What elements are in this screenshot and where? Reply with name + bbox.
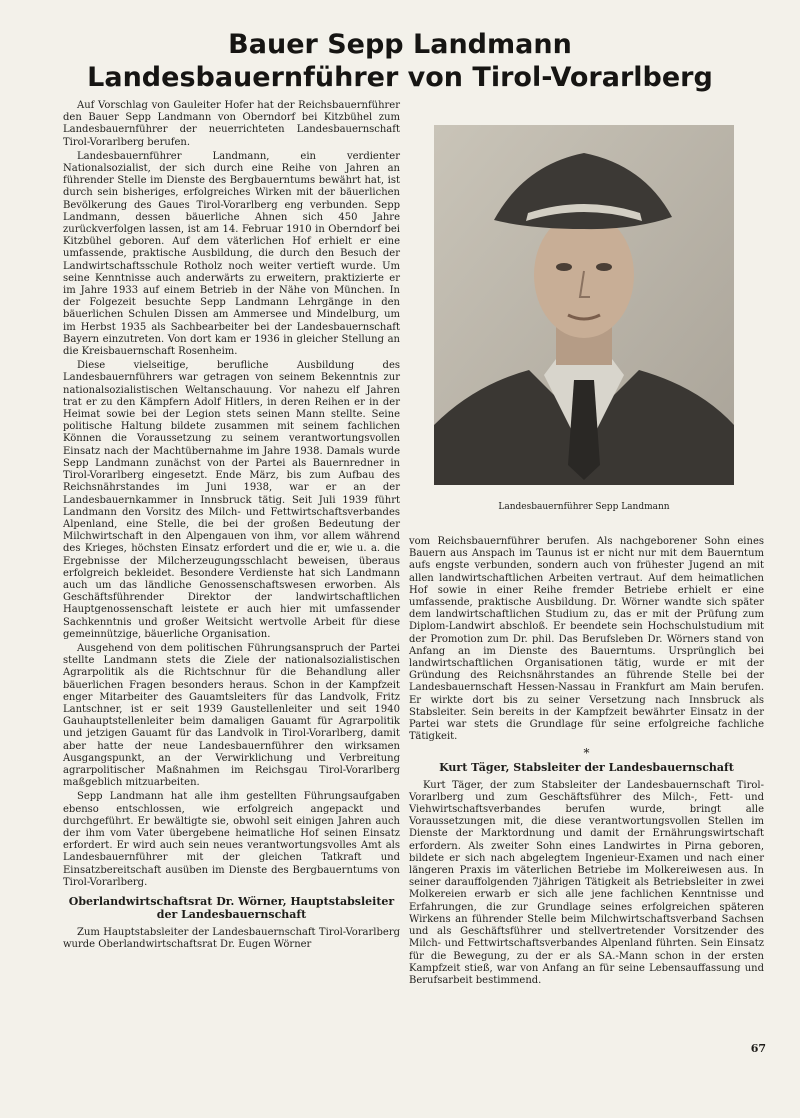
left-column (63, 100, 400, 953)
portrait-image (434, 125, 734, 485)
article-title-line2: Landesbauernführer von Tirol-Vorarlberg (87, 62, 713, 93)
paragraph: Sepp Landmann hat alle ihm gestellten Führungsaufgaben ebenso entschlossen, wie erfolgreich angepackt und durchgeführt. Er bewältigte sie, obwohl seit einigen Jahren auch der ihm vom Vater übergebene heimatliche Hof seinen Einsatz erfordert. Er wird auch sein neues verantwortungsvolles Amt als Landesbauernführer mit der gleichen Tatkraft und Einsatzbereitschaft ausüben im Dienste des Bergbauerntums von Tirol-Vorarlberg. (63, 791, 400, 888)
paragraph: Ausgehend von dem politischen Führungsanspruch der Partei stellte Landmann stets die Ziele der nationalsozialistischen Agrarpolitik als die Richtschnur für die Behandlung aller bäuerlichen Fragen besonders heraus. Schon in der Kampfzeit enger Mitarbeiter des Gauamtsleiters für das Landvolk, Fritz Lantschner, ist er seit 1939 Gaustellenleiter und seit 1940 Gauhauptstellenleiter beim damaligen Gauamt für Agrarpolitik und jetzigen Gauamt für das Landvolk in Tirol-Vorarlberg, damit aber hatte der neue Landesbauernführer den wirksamen Ausgangspunkt, an der Verwirklichung und Verbreitung agrarpolitischer Maßnahmen im Reichsgau Tirol-Vorarlberg maßgeblich mitzuarbeiten. (63, 642, 400, 789)
right-column (409, 536, 764, 989)
paragraph: Kurt Täger, der zum Stabsleiter der Landesbauernschaft Tirol-Vorarlberg und zum Geschäftsführer des Milch-, Fett- und Viehwirtschaftsverbandes berufen wurde, bringt alle Voraussetzungen mit, die diese verantwortungsvollen Stellen im Dienste der Marktordnung und damit der Ernährungswirtschaft erfordern. Als zweiter Sohn eines Landwirtes in Pirna geboren, bildete er sich nach abgelegtem Ingenieur-Examen und nach einer längeren Praxis im väterlichen Betriebe im Molkereiwesen aus. In seiner darauffolgenden 7jährigen Tätigkeit als Betriebsleiter in zwei Molkereien erwarb er sich alle jene fachlichen Kenntnisse und Erfahrungen, die zur Grundlage seines erfolgreichen späteren Wirkens an führender Stelle beim Milchwirtschaftsverband Sachsen und als Geschäftsführer und stellvertretender Vorsitzender des Milch- und Fettwirtschaftsverbandes Alpenland führten. Sein Einsatz für die Bewegung, zu der er als SA.-Mann schon in der ersten Kampfzeit stieß, war von Anfang an für seine Lebensauffassung und Berufsarbeit bestimmend. (409, 779, 764, 986)
article-title-line1: Bauer Sepp Landmann (228, 29, 572, 60)
section-heading: Oberlandwirtschaftsrat Dr. Wörner, Hauptstabsleiter der Landesbauernschaft (68, 895, 395, 921)
photo-caption: Landesbauernführer Sepp Landmann (498, 502, 670, 512)
portrait-photo (434, 125, 734, 485)
paragraph: Landesbauernführer Landmann, ein verdienter Nationalsozialist, der sich durch eine Reihe von Jahren an führender Stelle im Dienste des Bergbauerntums bewährt hat, ist durch sein bisheriges, erfolgreiches Wirken mit der bäuerlichen Bevölkerung des Gaues Tirol-Vorarlberg eng verbunden. Sepp Landmann, dessen bäuerliche Ahnen sich 450 Jahre zurückverfolgen lassen, ist am 14. Februar 1910 in Oberndorf bei Kitzbühel geboren. Auf dem väterlichen Hof erhielt er eine umfassende, praktische Ausbildung, die durch den Besuch der Landwirtschaftsschule Rotholz noch weiter vertieft wurde. Um seine Kenntnisse auch anderwärts zu erweitern, praktizierte er im Jahre 1933 auf einem Betrieb in der Nähe von München. In der Folgezeit besuchte Sepp Landmann Lehrgänge in den bäuerlichen Schulen Dissen am Ammersee und Mindelburg, um im Herbst 1935 als Sachbearbeiter bei der Landesbauernschaft Bayern einzutreten. Von dort kam er 1936 in gleicher Stellung an die Kreisbauernschaft Rosenheim. (63, 150, 400, 358)
paragraph: Auf Vorschlag von Gauleiter Hofer hat der Reichsbauernführer den Bauer Sepp Landmann von Oberndorf bei Kitzbühel zum Landesbauernführer der neuerrichteten Landesbauernschaft Tirol-Vorarlberg berufen. (63, 100, 400, 148)
page-number: 67 (750, 1042, 766, 1055)
section-separator: * (583, 746, 590, 761)
paragraph: Diese vielseitige, berufliche Ausbildung des Landesbauernführers war getragen von seinem Bekenntnis zur nationalsozialistischen Weltanschauung. Vor nahezu elf Jahren trat er zu den Kämpfern Adolf Hitlers, in deren Reihen er in der Heimat sowie bei der Legion stets seinen Mann stellte. Seine politische Haltung bildete zusammen mit seinem fachlichen Können die Voraussetzung zu seinem verantwortungsvollen Einsatz nach der Machtübernahme im Jahre 1938. Damals wurde Sepp Landmann zunächst von der Partei als Bauernredner in Tirol-Vorarlberg eingesetzt. Ende März, bis zum Aufbau des Reichsnährstandes im Juni 1938, war er an der Landesbauernkammer in Innsbruck tätig. Seit Juli 1939 führt Landmann den Vorsitz des Milch- und Fettwirtschaftsverbandes Alpenland, eine Stelle, die bei der großen Bedeutung der Milchwirtschaft in den Alpengauen von ihm, vor allem während des Krieges, höchsten Einsatz erfordert und die er, wie u. a. die Ergebnisse der Milcherzeugungsschlacht beweisen, überaus erfolgreich bekleidet. Besondere Verdienste hat sich Landmann auch um das ländliche Genossenschaftswesen erworben. Als Geschäftsführender Direktor der landwirtschaftlichen Hauptgenossenschaft leistete er auch hier mit umfassender Sachkenntnis und großer Weitsicht wertvolle Arbeit für diese gemeinnützige, bäuerliche Organisation. (63, 360, 400, 640)
paragraph: vom Reichsbauernführer berufen. Als nachgeborener Sohn eines Bauern aus Anspach im Taunus ist er nicht nur mit dem Bauerntum aufs engste verbunden, sondern auch von frühester Jugend an mit allen landwirtschaftlichen Arbeiten vertraut. Auf dem heimatlichen Hof sowie in einer Reihe fremder Betriebe erhielt er eine umfassende, praktische Ausbildung. Dr. Wörner wandte sich später dem landwirtschaftlichen Studium zu, das er mit der Prüfung zum Diplom-Landwirt abschloß. Er beendete sein Hochschulstudium mit der Promotion zum Dr. phil. Das Berufsleben Dr. Wörners stand von Anfang an im Dienste des Bauerntums. Ursprünglich bei landwirtschaftlichen Organisationen tätig, wurde er mit der Gründung des Reichsnährstandes an führende Stelle bei der Landesbauernschaft Hessen-Nassau in Frankfurt am Main berufen. Er wirkte dort bis zu seiner Versetzung nach Innsbruck als Stabsleiter. Sein bereits in der Kampfzeit bewährter Einsatz in der Partei war stets die Grundlage für seine erfolgreiche fachliche Tätigkeit. (409, 536, 764, 743)
section-heading: Kurt Täger, Stabsleiter der Landesbauernschaft (439, 761, 734, 775)
paragraph: Zum Hauptstabsleiter der Landesbauernschaft Tirol-Vorarlberg wurde Oberlandwirtschaftsrat Dr. Eugen Wörner (63, 927, 400, 951)
